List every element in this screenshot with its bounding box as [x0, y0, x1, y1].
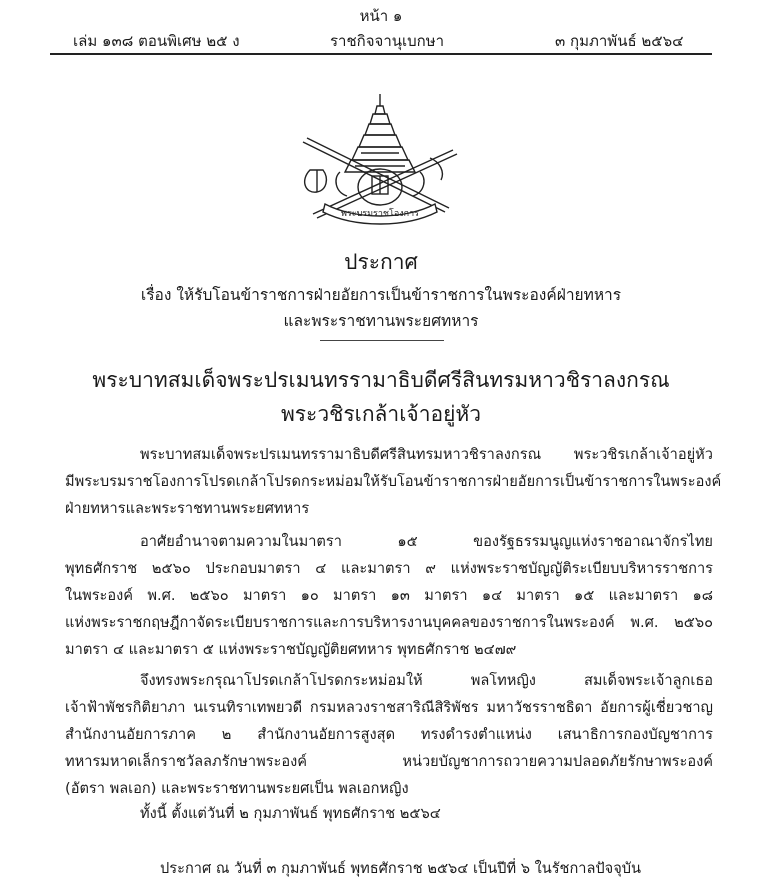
- body-line: อาศัยอำนาจตามความในมาตรา ๑๕ ของรัฐธรรมนูญแห่งราชอาณาจักรไทย: [140, 533, 713, 550]
- body-line: ฝ่ายทหารและพระราชทานพระยศทหาร: [65, 500, 310, 517]
- effective-date-line: ทั้งนี้ ตั้งแต่วันที่ ๒ กุมภาพันธ์ พุทธศักราช ๒๕๖๔: [140, 805, 441, 822]
- body-line: ทหารมหาดเล็กราชวัลลภรักษาพระองค์ หน่วยบัญชาการถวายความปลอดภัยรักษาพระองค์: [65, 753, 713, 770]
- body-line: จึงทรงพระกรุณาโปรดเกล้าโปรดกระหม่อมให้ พลโทหญิง สมเด็จพระเจ้าลูกเธอ: [140, 672, 713, 689]
- king-name-line-1: พระบาทสมเด็จพระปรเมนทรรามาธิบดีศรีสินทรมหาวชิราลงกรณ: [92, 368, 670, 392]
- subject-line-2: และพระราชทานพระยศทหาร: [283, 312, 479, 330]
- closing-statement: ประกาศ ณ วันที่ ๓ กุมภาพันธ์ พุทธศักราช ๒๕๖๔ เป็นปีที่ ๖ ในรัชกาลปัจจุบัน: [160, 860, 642, 877]
- body-line: สำนักงานอัยการภาค ๒ สำนักงานอัยการสูงสุด ทรงดำรงตำแหน่ง เสนาธิการกองบัญชาการ: [65, 726, 713, 743]
- body-line: มีพระบรมราชโองการโปรดเกล้าโปรดกระหม่อมให้รับโอนข้าราชการฝ่ายอัยการเป็นข้าราชการในพระองค์: [65, 473, 722, 490]
- body-line: พระบาทสมเด็จพระปรเมนทรรามาธิบดีศรีสินทรมหาวชิราลงกรณ พระวชิรเกล้าเจ้าอยู่หัว: [140, 446, 713, 463]
- royal-seal: [295, 92, 465, 232]
- title-divider: [320, 340, 444, 341]
- royal-garuda-seal-icon: [295, 92, 465, 232]
- body-line: เจ้าฟ้าพัชรกิติยาภา นเรนทิราเทพยวดี กรมหลวงราชสาริณีสิริพัชร มหาวัชรราชธิดา อัยการผู้เชี่ยวชาญ: [65, 699, 713, 716]
- page-number: หน้า ๑: [359, 7, 403, 25]
- king-name-line-2: พระวชิรเกล้าเจ้าอยู่หัว: [280, 402, 482, 426]
- publication-name: ราชกิจจานุเบกษา: [330, 32, 445, 50]
- announcement-title: ประกาศ: [344, 250, 418, 274]
- issue-date: ๓ กุมภาพันธ์ ๒๕๖๔: [555, 32, 684, 50]
- body-line: ในพระองค์ พ.ศ. ๒๕๖๐ มาตรา ๑๐ มาตรา ๑๓ มาตรา ๑๔ มาตรา ๑๕ และมาตรา ๑๘: [65, 587, 713, 604]
- body-line: พุทธศักราช ๒๕๖๐ ประกอบมาตรา ๔ และมาตรา ๙ แห่งพระราชบัญญัติระเบียบบริหารราชการ: [65, 560, 713, 577]
- header-rule: [50, 53, 712, 55]
- body-line: แห่งพระราชกฤษฎีกาจัดระเบียบราชการและการบริหารงานบุคคลของราชการในพระองค์ พ.ศ. ๒๕๖๐: [65, 614, 713, 631]
- subject-line-1: เรื่อง ให้รับโอนข้าราชการฝ่ายอัยการเป็นข้าราชการในพระองค์ฝ่ายทหาร: [140, 286, 622, 304]
- svg-text:พระบรมราชโองการ: พระบรมราชโองการ: [340, 209, 420, 219]
- volume-info: เล่ม ๑๓๘ ตอนพิเศษ ๒๕ ง: [73, 32, 240, 50]
- body-line: (อัตรา พลเอก) และพระราชทานพระยศเป็น พลเอกหญิง: [65, 780, 409, 797]
- body-line: มาตรา ๔ และมาตรา ๕ แห่งพระราชบัญญัติยศทหาร พุทธศักราช ๒๔๗๙: [65, 641, 517, 658]
